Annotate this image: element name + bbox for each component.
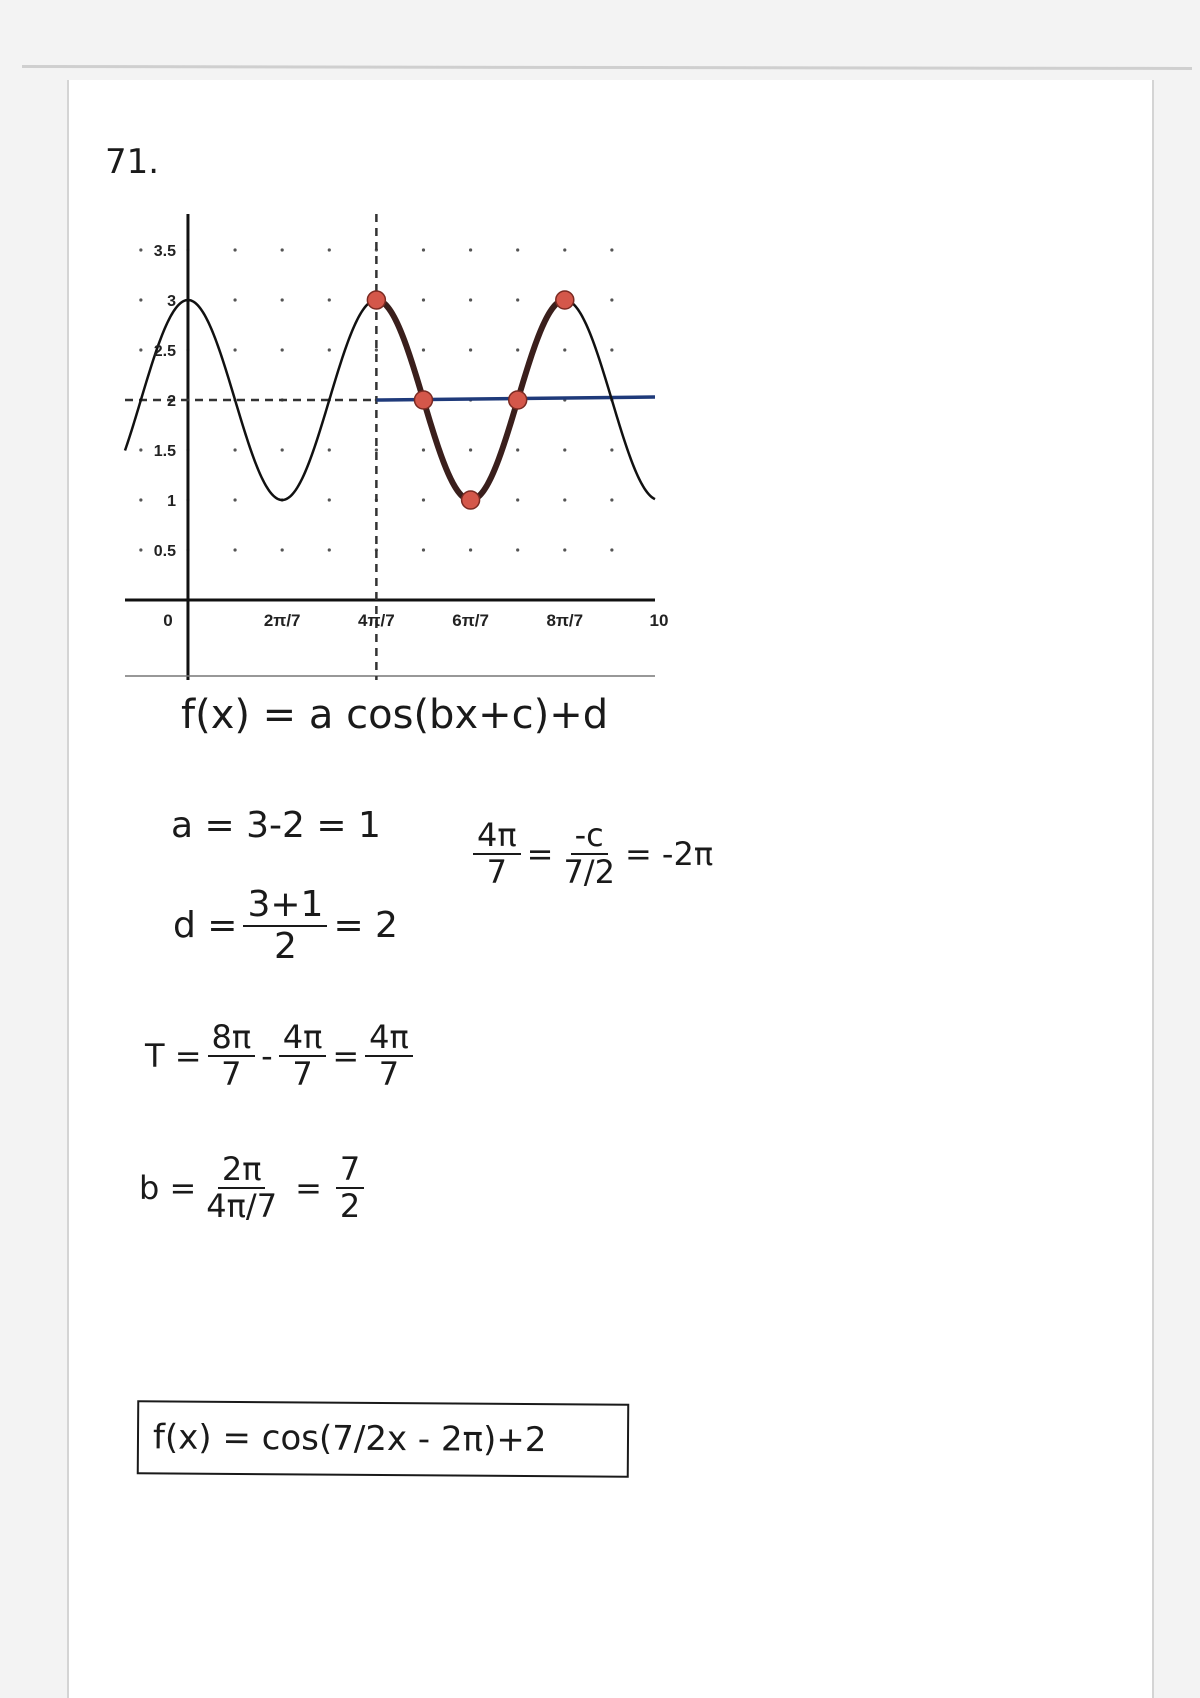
grid-dot bbox=[281, 248, 284, 251]
vertical-shift-calculation bbox=[173, 885, 398, 966]
final-answer: f(x) = cos(7/2x - 2π)+2 bbox=[152, 1417, 547, 1461]
T-den-3: 7 bbox=[378, 1055, 400, 1094]
b-result-fraction bbox=[336, 1152, 364, 1224]
phase-equals: = bbox=[526, 835, 554, 874]
phase-c-numerator: -c bbox=[571, 818, 608, 855]
T-equals: = bbox=[332, 1037, 360, 1076]
grid-dot bbox=[563, 248, 566, 251]
graph-curves bbox=[125, 300, 655, 500]
grid-dot bbox=[328, 298, 331, 301]
grid-dot bbox=[139, 298, 142, 301]
phase-fraction bbox=[473, 818, 521, 890]
final-answer-box bbox=[137, 1400, 630, 1477]
grid-dot bbox=[469, 348, 472, 351]
frequency-calculation bbox=[139, 1152, 370, 1224]
grid-dot bbox=[422, 548, 425, 551]
grid-dot bbox=[139, 348, 142, 351]
grid-dot bbox=[610, 448, 613, 451]
y-tick-label: 0.5 bbox=[153, 543, 176, 560]
grid-dot bbox=[516, 548, 519, 551]
d-fraction bbox=[243, 885, 327, 966]
grid-dot bbox=[610, 348, 613, 351]
T-fraction-1 bbox=[208, 1020, 256, 1092]
amplitude-calculation: a = 3-2 = 1 bbox=[171, 805, 381, 846]
grid-dot bbox=[375, 348, 378, 351]
phase-numerator: 4π bbox=[473, 818, 521, 855]
d-result: = 2 bbox=[333, 905, 398, 947]
y-tick-label: 1.5 bbox=[153, 443, 176, 460]
T-minus: - bbox=[261, 1037, 273, 1076]
grid-dot bbox=[328, 348, 331, 351]
d-numerator: 3+1 bbox=[243, 885, 327, 927]
x-tick-label: 2π/7 bbox=[263, 611, 301, 630]
grid-dot bbox=[469, 548, 472, 551]
phase-shift-calculation bbox=[467, 818, 713, 890]
b-result-denominator: 2 bbox=[339, 1187, 361, 1226]
T-label: T = bbox=[145, 1037, 202, 1076]
grid-dot bbox=[469, 448, 472, 451]
phase-result: = -2π bbox=[624, 835, 714, 874]
grid-dot bbox=[563, 548, 566, 551]
x-tick-label: 8π/7 bbox=[546, 611, 584, 630]
grid-dot bbox=[328, 498, 331, 501]
grid-dot bbox=[233, 348, 236, 351]
b-fraction bbox=[202, 1152, 281, 1224]
b-numerator: 2π bbox=[218, 1152, 266, 1189]
x-tick-label: 6π/7 bbox=[452, 611, 489, 630]
y-tick-label: 3 bbox=[167, 293, 176, 310]
phase-denominator: 7 bbox=[486, 853, 507, 892]
grid-dot bbox=[233, 548, 236, 551]
grid-dot bbox=[281, 448, 284, 451]
grid-dot bbox=[139, 548, 142, 551]
grid-dot bbox=[139, 248, 142, 251]
grid-dot bbox=[139, 448, 142, 451]
x-tick-label: 0 bbox=[163, 611, 173, 630]
key-point bbox=[367, 291, 385, 309]
y-tick-label: 2 bbox=[167, 393, 176, 410]
grid-dot bbox=[233, 448, 236, 451]
y-tick-label: 2.5 bbox=[153, 343, 176, 360]
grid-dot bbox=[422, 448, 425, 451]
b-equals: = bbox=[295, 1169, 322, 1208]
b-result-numerator: 7 bbox=[336, 1152, 364, 1189]
grid-dot bbox=[516, 298, 519, 301]
grid-dot bbox=[610, 498, 613, 501]
grid-dot bbox=[516, 248, 519, 251]
d-label: d = bbox=[173, 905, 238, 947]
grid-dot bbox=[281, 298, 284, 301]
T-fraction-2 bbox=[279, 1020, 327, 1092]
grid-dot bbox=[422, 348, 425, 351]
T-num-3: 4π bbox=[365, 1020, 413, 1057]
worksheet-page bbox=[67, 80, 1154, 1698]
cosine-graph bbox=[125, 210, 669, 680]
key-point bbox=[556, 291, 574, 309]
grid-dot bbox=[469, 298, 472, 301]
key-point bbox=[509, 391, 527, 409]
general-form-equation: f(x) = a cos(bx+c)+d bbox=[181, 692, 609, 738]
T-num-1: 8π bbox=[208, 1020, 256, 1057]
scan-top-rule bbox=[22, 65, 1192, 70]
grid-dot bbox=[610, 298, 613, 301]
grid-dot bbox=[516, 498, 519, 501]
grid-dot bbox=[328, 548, 331, 551]
phase-c-denominator: 7/2 bbox=[563, 853, 615, 892]
grid-dot bbox=[281, 548, 284, 551]
d-denominator: 2 bbox=[274, 925, 297, 967]
grid-dot bbox=[563, 498, 566, 501]
grid-dot bbox=[422, 298, 425, 301]
b-denominator: 4π/7 bbox=[206, 1187, 278, 1226]
y-tick-label: 3.5 bbox=[153, 243, 176, 260]
grid-dot bbox=[469, 248, 472, 251]
x-tick-label: 10 bbox=[649, 611, 669, 630]
grid-dot bbox=[516, 348, 519, 351]
grid-dot bbox=[610, 248, 613, 251]
grid-dot bbox=[139, 498, 142, 501]
key-point bbox=[414, 391, 432, 409]
grid-dot bbox=[422, 248, 425, 251]
T-den-1: 7 bbox=[221, 1055, 242, 1094]
grid-dot bbox=[563, 348, 566, 351]
grid-dot bbox=[563, 448, 566, 451]
grid-dot bbox=[516, 448, 519, 451]
grid-dot bbox=[328, 248, 331, 251]
grid-dot bbox=[233, 298, 236, 301]
T-den-2: 7 bbox=[292, 1055, 313, 1094]
period-calculation bbox=[145, 1020, 419, 1092]
T-fraction-3 bbox=[365, 1020, 413, 1092]
grid-dot bbox=[328, 448, 331, 451]
b-label: b = bbox=[139, 1169, 197, 1208]
grid-dot bbox=[281, 348, 284, 351]
key-point bbox=[462, 491, 480, 509]
phase-c-fraction bbox=[559, 818, 619, 890]
T-num-2: 4π bbox=[279, 1020, 327, 1057]
grid-dot bbox=[610, 548, 613, 551]
problem-number: 71. bbox=[105, 142, 160, 182]
graph-tick-labels bbox=[154, 243, 669, 630]
x-tick-label: 4π/7 bbox=[358, 611, 395, 630]
grid-dot bbox=[233, 248, 236, 251]
y-tick-label: 1 bbox=[167, 493, 176, 510]
grid-dot bbox=[233, 498, 236, 501]
grid-dot bbox=[422, 498, 425, 501]
grid-dot bbox=[375, 448, 378, 451]
